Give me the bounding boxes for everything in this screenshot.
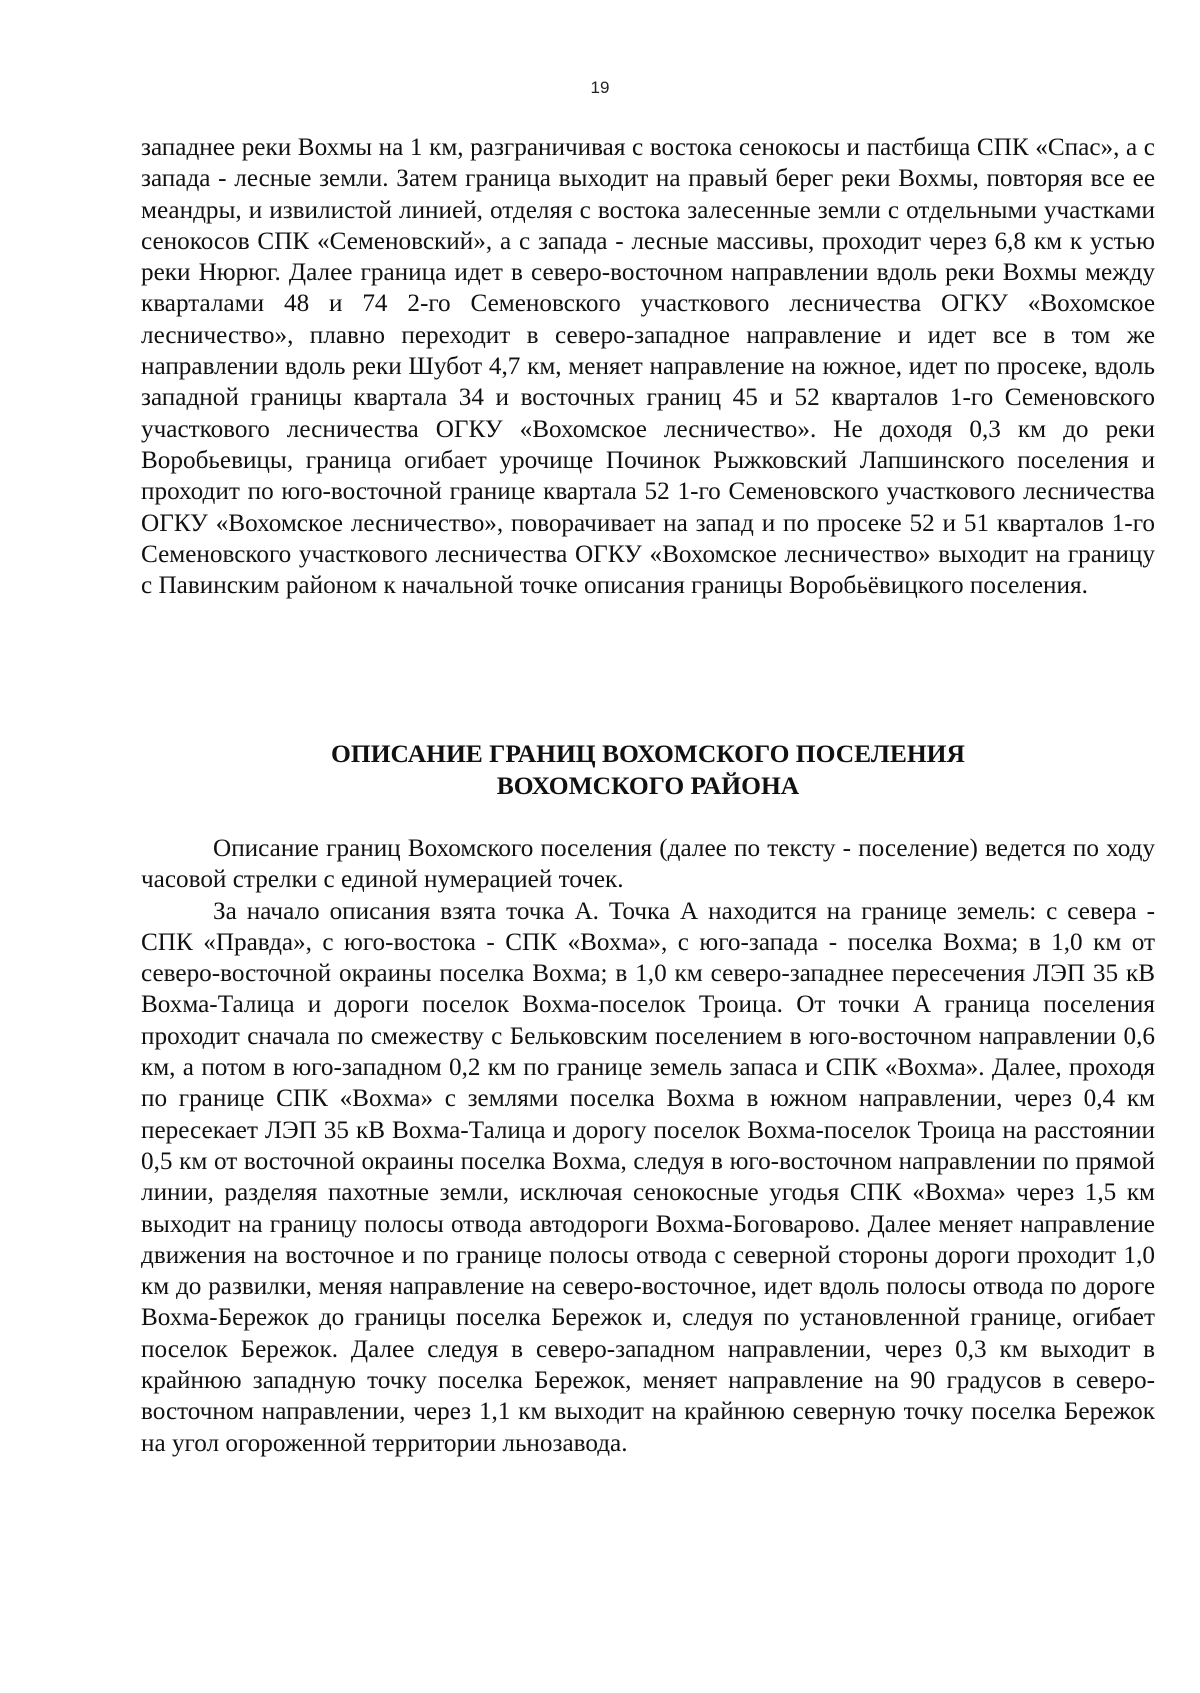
paragraph: западнее реки Вохмы на 1 км, разграничивая с востока сенокосы и пастбища СПК «Спас», а с запада - лесные земли. Затем граница выходит на правый берег реки Вохмы, повторяя все ее меандры, и извилистой линией, отделяя с востока залесенные земли с отдельными участками сенокосов СПК «Семеновский», а с запада - лесные массивы, проходит через 6,8 км к устью реки Нюрюг. Далее граница идет в северо-восточном направлении вдоль реки Вохмы между кварталами 48 и 74 2-го Семеновского участкового лесничества ОГКУ «Вохомское лесничество», плавно переходит в северо-западное направление и идет все в том же направлении вдоль реки Шубот 4,7 км, меняет направление на южное, идет по просеке, вдоль западной границы квартала 34 и восточных границ 45 и 52 кварталов 1-го Семеновского участкового лесничества ОГКУ «Вохомское лесничество». Не доходя 0,3 км до реки Воробьевицы, граница огибает урочище Починок Рыжковский Лапшинского поселения и проходит по юго-восточной границе квартала 52 1-го Семеновского участкового лесничества ОГКУ «Вохомское лесничество», поворачивает на запад и по просеке 52 и 51 кварталов 1-го Семеновского участкового лесничества ОГКУ «Вохомское лесничество» выходит на границу с Павинским районом к начальной точке описания границы Воробьёвицкого поселения.	[141, 134, 1155, 600]
section-body	[141, 833, 1155, 1459]
page-number: 19	[590, 78, 610, 97]
section-heading	[141, 738, 1155, 802]
section-heading-line: ОПИСАНИЕ ГРАНИЦ ВОХОМСКОГО ПОСЕЛЕНИЯ	[331, 739, 965, 768]
paragraph: За начало описания взята точка А. Точка А находится на границе земель: с севера - СПК «Правда», с юго-востока - СПК «Вохма», с юго-запада - поселка Вохма; в 1,0 км от северо-восточной окраины поселка Вохма; в 1,0 км северо-западнее пересечения ЛЭП 35 кВ Вохма-Талица и дороги поселок Вохма-поселок Троица. От точки А граница поселения проходит сначала по смежеству с Бельковским поселением в юго-восточном направлении 0,6 км, а потом в юго-западном 0,2 км по границе земель запаса и СПК «Вохма». Далее, проходя по границе СПК «Вохма» с землями поселка Вохма в южном направлении, через 0,4 км пересекает ЛЭП 35 кВ Вохма-Талица и дорогу поселок Вохма-поселок Троица на расстоянии 0,5 км от восточной окраины поселка Вохма, следуя в юго-восточном направлении по прямой линии, разделяя пахотные земли, исключая сенокосные угодья СПК «Вохма» через 1,5 км выходит на границу полосы отвода автодороги Вохма-Боговарово. Далее меняет направление движения на восточное и по границе полосы отвода с северной стороны дороги проходит 1,0 км до развилки, меняя направление на северо-восточное, идет вдоль полосы отвода по дороге Вохма-Бережок до границы поселка Бережок и, следуя по установленной границе, огибает поселок Бережок. Далее следуя в северо-западном направлении, через 0,3 км выходит в крайнюю западную точку поселка Бережок, меняет направление на 90 градусов в северо-восточном направлении, через 1,1 км выходит на крайнюю северную точку поселка Бережок на угол огороженной территории льнозавода.	[141, 897, 1155, 1457]
section-heading-line: ВОХОМСКОГО РАЙОНА	[496, 771, 800, 800]
continuation-paragraph-block	[141, 132, 1155, 601]
paragraph: Описание границ Вохомского поселения (далее по тексту - поселение) ведется по ходу часовой стрелки с единой нумерацией точек.	[141, 835, 1155, 894]
